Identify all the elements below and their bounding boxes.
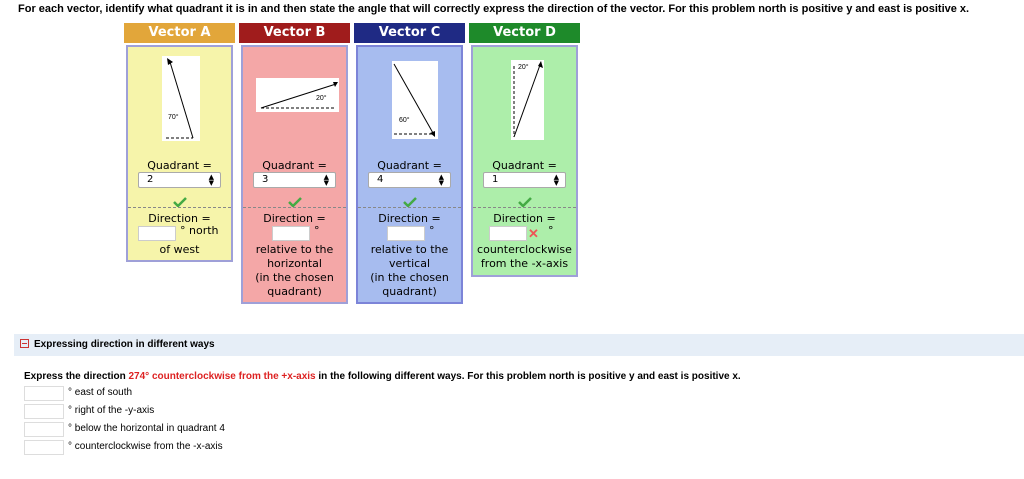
answer-input-1[interactable] [24,386,64,401]
vector-b-direction-label: Direction = [263,212,326,225]
express-prompt: Express the direction 274° counterclockwise from the +x-axis in the following different ways. For this problem north is positive y and east is positive x. [24,371,741,382]
vector-a-direction-input[interactable] [138,226,176,241]
vector-a-column [124,23,235,256]
answer-label-4: ° counterclockwise from the -x-axis [68,441,223,452]
answer-row-4 [24,440,424,455]
collapse-minus-icon[interactable] [20,339,29,348]
vector-a-angle: 70° [168,114,179,121]
vector-b-check-icon [243,194,346,204]
vector-b-angle: 20° [316,95,327,102]
answer-input-4[interactable] [24,440,64,455]
answer-row-2 [24,404,424,419]
vector-a-direction-suffix: ° north [180,224,219,237]
vector-c-angle: 60° [399,117,410,124]
vector-c-diagram [392,61,438,139]
vector-b-panel [241,45,348,304]
chevron-updown-icon: ▲ ▼ [323,173,329,187]
vector-c-degree: ° [429,224,435,237]
vector-b-text-4: quadrant) [267,285,322,298]
vector-c-text-4: quadrant) [382,285,437,298]
section-title: Expressing direction in different ways [34,339,215,350]
vector-a-direction-text: of west [159,243,200,256]
vector-a-diagram [162,56,200,141]
answer-input-2[interactable] [24,404,64,419]
answer-row-3 [24,422,424,437]
vector-d-check-icon [473,194,576,204]
chevron-updown-icon: ▲ ▼ [438,173,444,187]
vector-a-quadrant-select[interactable]: 2 ▲ ▼ [138,172,221,188]
vector-c-text-1: relative to the [370,243,449,256]
vector-c-header: Vector C [354,23,465,43]
vector-c-direction-label: Direction = [378,212,441,225]
vector-b-direction-input[interactable] [272,226,310,241]
vector-a-direction-label: Direction = [148,212,211,225]
vector-d-column [469,23,580,270]
answer-label-2: ° right of the -y-axis [68,405,155,416]
vector-a-panel [126,45,233,262]
answer-input-3[interactable] [24,422,64,437]
vector-c-check-icon [358,194,461,204]
vector-d-direction-input[interactable] [489,226,527,241]
incorrect-x-icon: ✕ [528,226,539,241]
vector-b-text-1: relative to the [255,243,334,256]
answer-row-1 [24,386,424,401]
vector-c-column [354,23,465,298]
vector-d-direction-label: Direction = [493,212,556,225]
vector-c-text-3: (in the chosen [370,271,449,284]
vector-b-text-3: (in the chosen [255,271,334,284]
vector-b-header: Vector B [239,23,350,43]
chevron-updown-icon: ▲ ▼ [208,173,214,187]
vector-d-text-2: from the -x-axis [480,257,569,270]
vector-b-degree: ° [314,224,320,237]
vector-c-quadrant-select[interactable]: 4 ▲ ▼ [368,172,451,188]
vector-c-quadrant-label: Quadrant = [377,159,442,172]
vector-b-text-2: horizontal [267,257,322,270]
answer-label-3: ° below the horizontal in quadrant 4 [68,423,225,434]
chevron-updown-icon: ▲ ▼ [553,173,559,187]
vector-d-quadrant-label: Quadrant = [492,159,557,172]
vector-b-column [239,23,350,298]
vector-b-quadrant-select[interactable]: 3 ▲ ▼ [253,172,336,188]
vector-a-header: Vector A [124,23,235,43]
section-header[interactable] [14,334,1024,356]
vector-a-quadrant-label: Quadrant = [147,159,212,172]
vector-c-text-2: vertical [388,257,430,270]
vector-b-quadrant-label: Quadrant = [262,159,327,172]
vector-d-degree: ° [548,224,554,237]
vector-d-text-1: counterclockwise [477,243,572,256]
vector-d-diagram [511,60,544,140]
answer-label-1: ° east of south [68,387,133,398]
vector-d-angle: 20° [518,64,529,71]
instructions: For each vector, identify what quadrant it is in and then state the angle that will correctly express the direction of the vector. For this problem north is positive y and east is positive x. [18,3,970,15]
vector-c-direction-input[interactable] [387,226,425,241]
vector-a-check-icon [128,194,231,204]
vector-c-panel [356,45,463,304]
vector-d-header: Vector D [469,23,580,43]
vector-d-panel [471,45,578,277]
vector-d-quadrant-select[interactable]: 1 ▲ ▼ [483,172,566,188]
